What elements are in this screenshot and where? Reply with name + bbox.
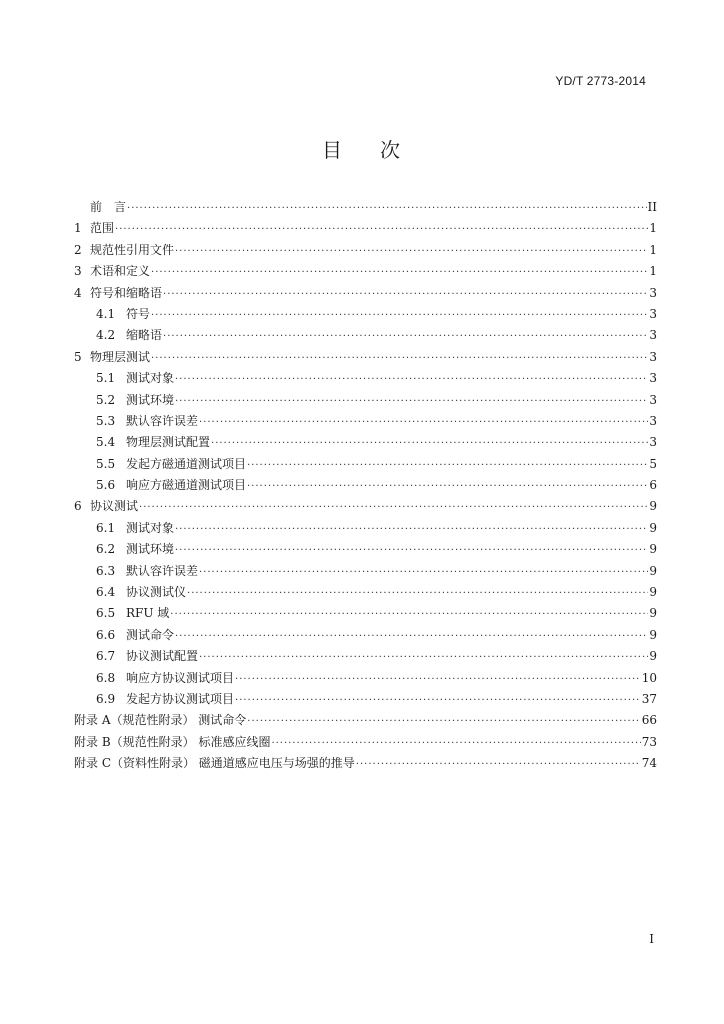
toc-dot-leader [356, 759, 641, 770]
toc-entry[interactable] [74, 626, 657, 647]
toc-entry[interactable] [74, 711, 657, 732]
toc-entry-label: 符号 [126, 306, 151, 321]
toc-dot-leader [170, 609, 648, 620]
page-title-right: 次 [380, 138, 402, 162]
toc-entry-number: 6.9 [96, 691, 116, 706]
toc-entry-number: 4 [74, 285, 82, 300]
toc-entry[interactable] [74, 326, 657, 347]
toc-entry-label: 规范性引用文件 [90, 242, 175, 257]
toc-entry-label: 响应方协议测试项目 [126, 670, 235, 685]
toc-entry-page: 3 [649, 328, 657, 343]
toc-entry-number: 5.5 [96, 456, 116, 471]
toc-entry[interactable] [74, 198, 657, 219]
toc-entry[interactable] [74, 669, 657, 690]
toc-entry-label: 响应方磁通道测试项目 [126, 478, 247, 493]
toc-entry-page: 3 [649, 392, 657, 407]
toc-entry[interactable] [74, 754, 657, 775]
toc-entry-number: 4.2 [96, 328, 116, 343]
toc-entry[interactable] [74, 369, 657, 390]
toc-entry[interactable] [74, 583, 657, 604]
toc-entry-label: 测试命令 [126, 627, 175, 642]
toc-entry-number: 3 [74, 264, 82, 279]
toc-entry-page: 1 [649, 221, 657, 236]
toc-entry-page: 1 [649, 242, 657, 257]
toc-entry-page: 3 [649, 371, 657, 386]
toc-entry-page: 74 [641, 756, 657, 771]
toc-entry-label: 符号和缩略语 [90, 285, 163, 300]
toc-entry-page: 3 [649, 306, 657, 321]
toc-entry-page: 1 [649, 264, 657, 279]
toc-entry-page: 9 [649, 499, 657, 514]
toc-entry-number: 6.5 [96, 606, 116, 621]
toc-entry-number: 6.8 [96, 670, 116, 685]
toc-entry[interactable] [74, 284, 657, 305]
toc-entry-page: 3 [649, 285, 657, 300]
toc-entry-number: 5.4 [96, 435, 116, 450]
toc-dot-leader [139, 502, 648, 513]
toc-entry-label: 默认容许误差 [126, 413, 199, 428]
toc-entry[interactable] [74, 497, 657, 518]
toc-dot-leader [175, 396, 648, 407]
toc-entry-page: 10 [641, 670, 657, 685]
toc-entry-page: 9 [649, 520, 657, 535]
toc-entry-label: 术语和定义 [90, 264, 151, 279]
toc-entry-number: 6.6 [96, 627, 116, 642]
toc-entry-number: 5.3 [96, 413, 116, 428]
toc-entry-page: 3 [649, 435, 657, 450]
footer-page-number: I [649, 932, 654, 946]
toc-entry-number: 5.6 [96, 478, 116, 493]
toc-entry-page: 9 [649, 563, 657, 578]
toc-entry[interactable] [74, 647, 657, 668]
toc-dot-leader [175, 524, 648, 535]
toc-entry-label: 发起方磁通道测试项目 [126, 456, 247, 471]
toc-entry[interactable] [74, 412, 657, 433]
toc-dot-leader [199, 567, 648, 578]
toc-dot-leader [115, 224, 648, 235]
toc-entry-label: 测试对象 [126, 520, 175, 535]
toc-entry[interactable] [74, 241, 657, 262]
toc-dot-leader [151, 267, 648, 278]
toc-entry-number: 2 [74, 242, 82, 257]
toc-dot-leader [175, 246, 648, 257]
toc-dot-leader [247, 481, 648, 492]
toc-entry-page: 3 [649, 413, 657, 428]
toc-entry-number: 5.1 [96, 371, 116, 386]
toc-dot-leader [247, 460, 648, 471]
toc-dot-leader [199, 652, 648, 663]
toc-entry[interactable] [74, 604, 657, 625]
toc-entry-page: 5 [649, 456, 657, 471]
toc-entry-label: 缩略语 [126, 328, 163, 343]
page-title [0, 134, 724, 163]
toc-entry[interactable] [74, 540, 657, 561]
toc-entry[interactable] [74, 433, 657, 454]
toc-dot-leader [127, 203, 647, 214]
toc-entry-number: 4.1 [96, 306, 116, 321]
toc-entry-page: 9 [649, 585, 657, 600]
toc-entry-number: 1 [74, 221, 82, 236]
toc-entry-label: 前 言 [90, 200, 127, 214]
toc-dot-leader [175, 631, 648, 642]
toc-entry-number: 6.4 [96, 585, 116, 600]
toc-dot-leader [247, 716, 640, 727]
toc-entry-page: 6 [649, 478, 657, 493]
toc-entry-page: 9 [649, 542, 657, 557]
toc-dot-leader [211, 438, 648, 449]
toc-entry-page: 9 [649, 649, 657, 664]
toc-entry-label: 附录 C（资料性附录） 磁通道感应电压与场强的推导 [74, 756, 355, 771]
toc-entry-label: 测试环境 [126, 542, 175, 557]
toc-entry[interactable] [74, 219, 657, 240]
toc-dot-leader [199, 417, 648, 428]
toc-entry[interactable] [74, 348, 657, 369]
toc-entry[interactable] [74, 476, 657, 497]
toc-entry[interactable] [74, 262, 657, 283]
standard-code: YD/T 2773-2014 [555, 74, 646, 88]
toc-dot-leader [235, 695, 641, 706]
toc-entry-number: 6.2 [96, 542, 116, 557]
toc-entry-label: 附录 B（规范性附录） 标准感应线圈 [74, 734, 271, 749]
toc-entry-label: 协议测试仪 [126, 585, 187, 600]
toc-entry-number: 6.3 [96, 563, 116, 578]
toc-entry-page: II [647, 200, 657, 214]
toc-entry-label: 物理层测试 [90, 349, 151, 364]
toc-entry-page: 37 [641, 691, 657, 706]
toc-entry-page: 9 [649, 627, 657, 642]
toc-entry-page: 73 [641, 734, 657, 749]
toc-entry[interactable] [74, 305, 657, 326]
toc-dot-leader [187, 588, 648, 599]
toc-entry-label: RFU 域 [126, 606, 170, 621]
toc-entry-label: 测试对象 [126, 371, 175, 386]
toc-entry-label: 附录 A（规范性附录） 测试命令 [74, 713, 247, 728]
toc-dot-leader [175, 545, 648, 556]
toc-dot-leader [151, 353, 648, 364]
toc-entry-label: 默认容许误差 [126, 563, 199, 578]
toc-entry[interactable] [74, 690, 657, 711]
toc-entry-number: 6.1 [96, 520, 116, 535]
toc-dot-leader [235, 674, 641, 685]
toc-entry[interactable] [74, 733, 657, 754]
page-title-left: 目 [322, 138, 344, 162]
toc-entry-label: 物理层测试配置 [126, 435, 211, 450]
table-of-contents [74, 198, 657, 776]
toc-entry[interactable] [74, 519, 657, 540]
toc-entry-label: 发起方协议测试项目 [126, 691, 235, 706]
toc-entry-number: 6.7 [96, 649, 116, 664]
toc-entry-number: 5.2 [96, 392, 116, 407]
toc-entry-label: 范围 [90, 221, 115, 236]
toc-dot-leader [163, 331, 648, 342]
toc-dot-leader [271, 738, 640, 749]
toc-entry[interactable] [74, 391, 657, 412]
toc-dot-leader [151, 310, 648, 321]
toc-entry-label: 测试环境 [126, 392, 175, 407]
toc-entry-label: 协议测试 [90, 499, 139, 514]
toc-entry[interactable] [74, 562, 657, 583]
toc-entry-page: 3 [649, 349, 657, 364]
toc-dot-leader [175, 374, 648, 385]
toc-entry-number: 6 [74, 499, 82, 514]
toc-entry-number: 5 [74, 349, 82, 364]
toc-dot-leader [163, 289, 648, 300]
toc-entry-page: 9 [649, 606, 657, 621]
toc-entry-label: 协议测试配置 [126, 649, 199, 664]
toc-entry[interactable] [74, 455, 657, 476]
toc-entry-page: 66 [641, 713, 657, 728]
